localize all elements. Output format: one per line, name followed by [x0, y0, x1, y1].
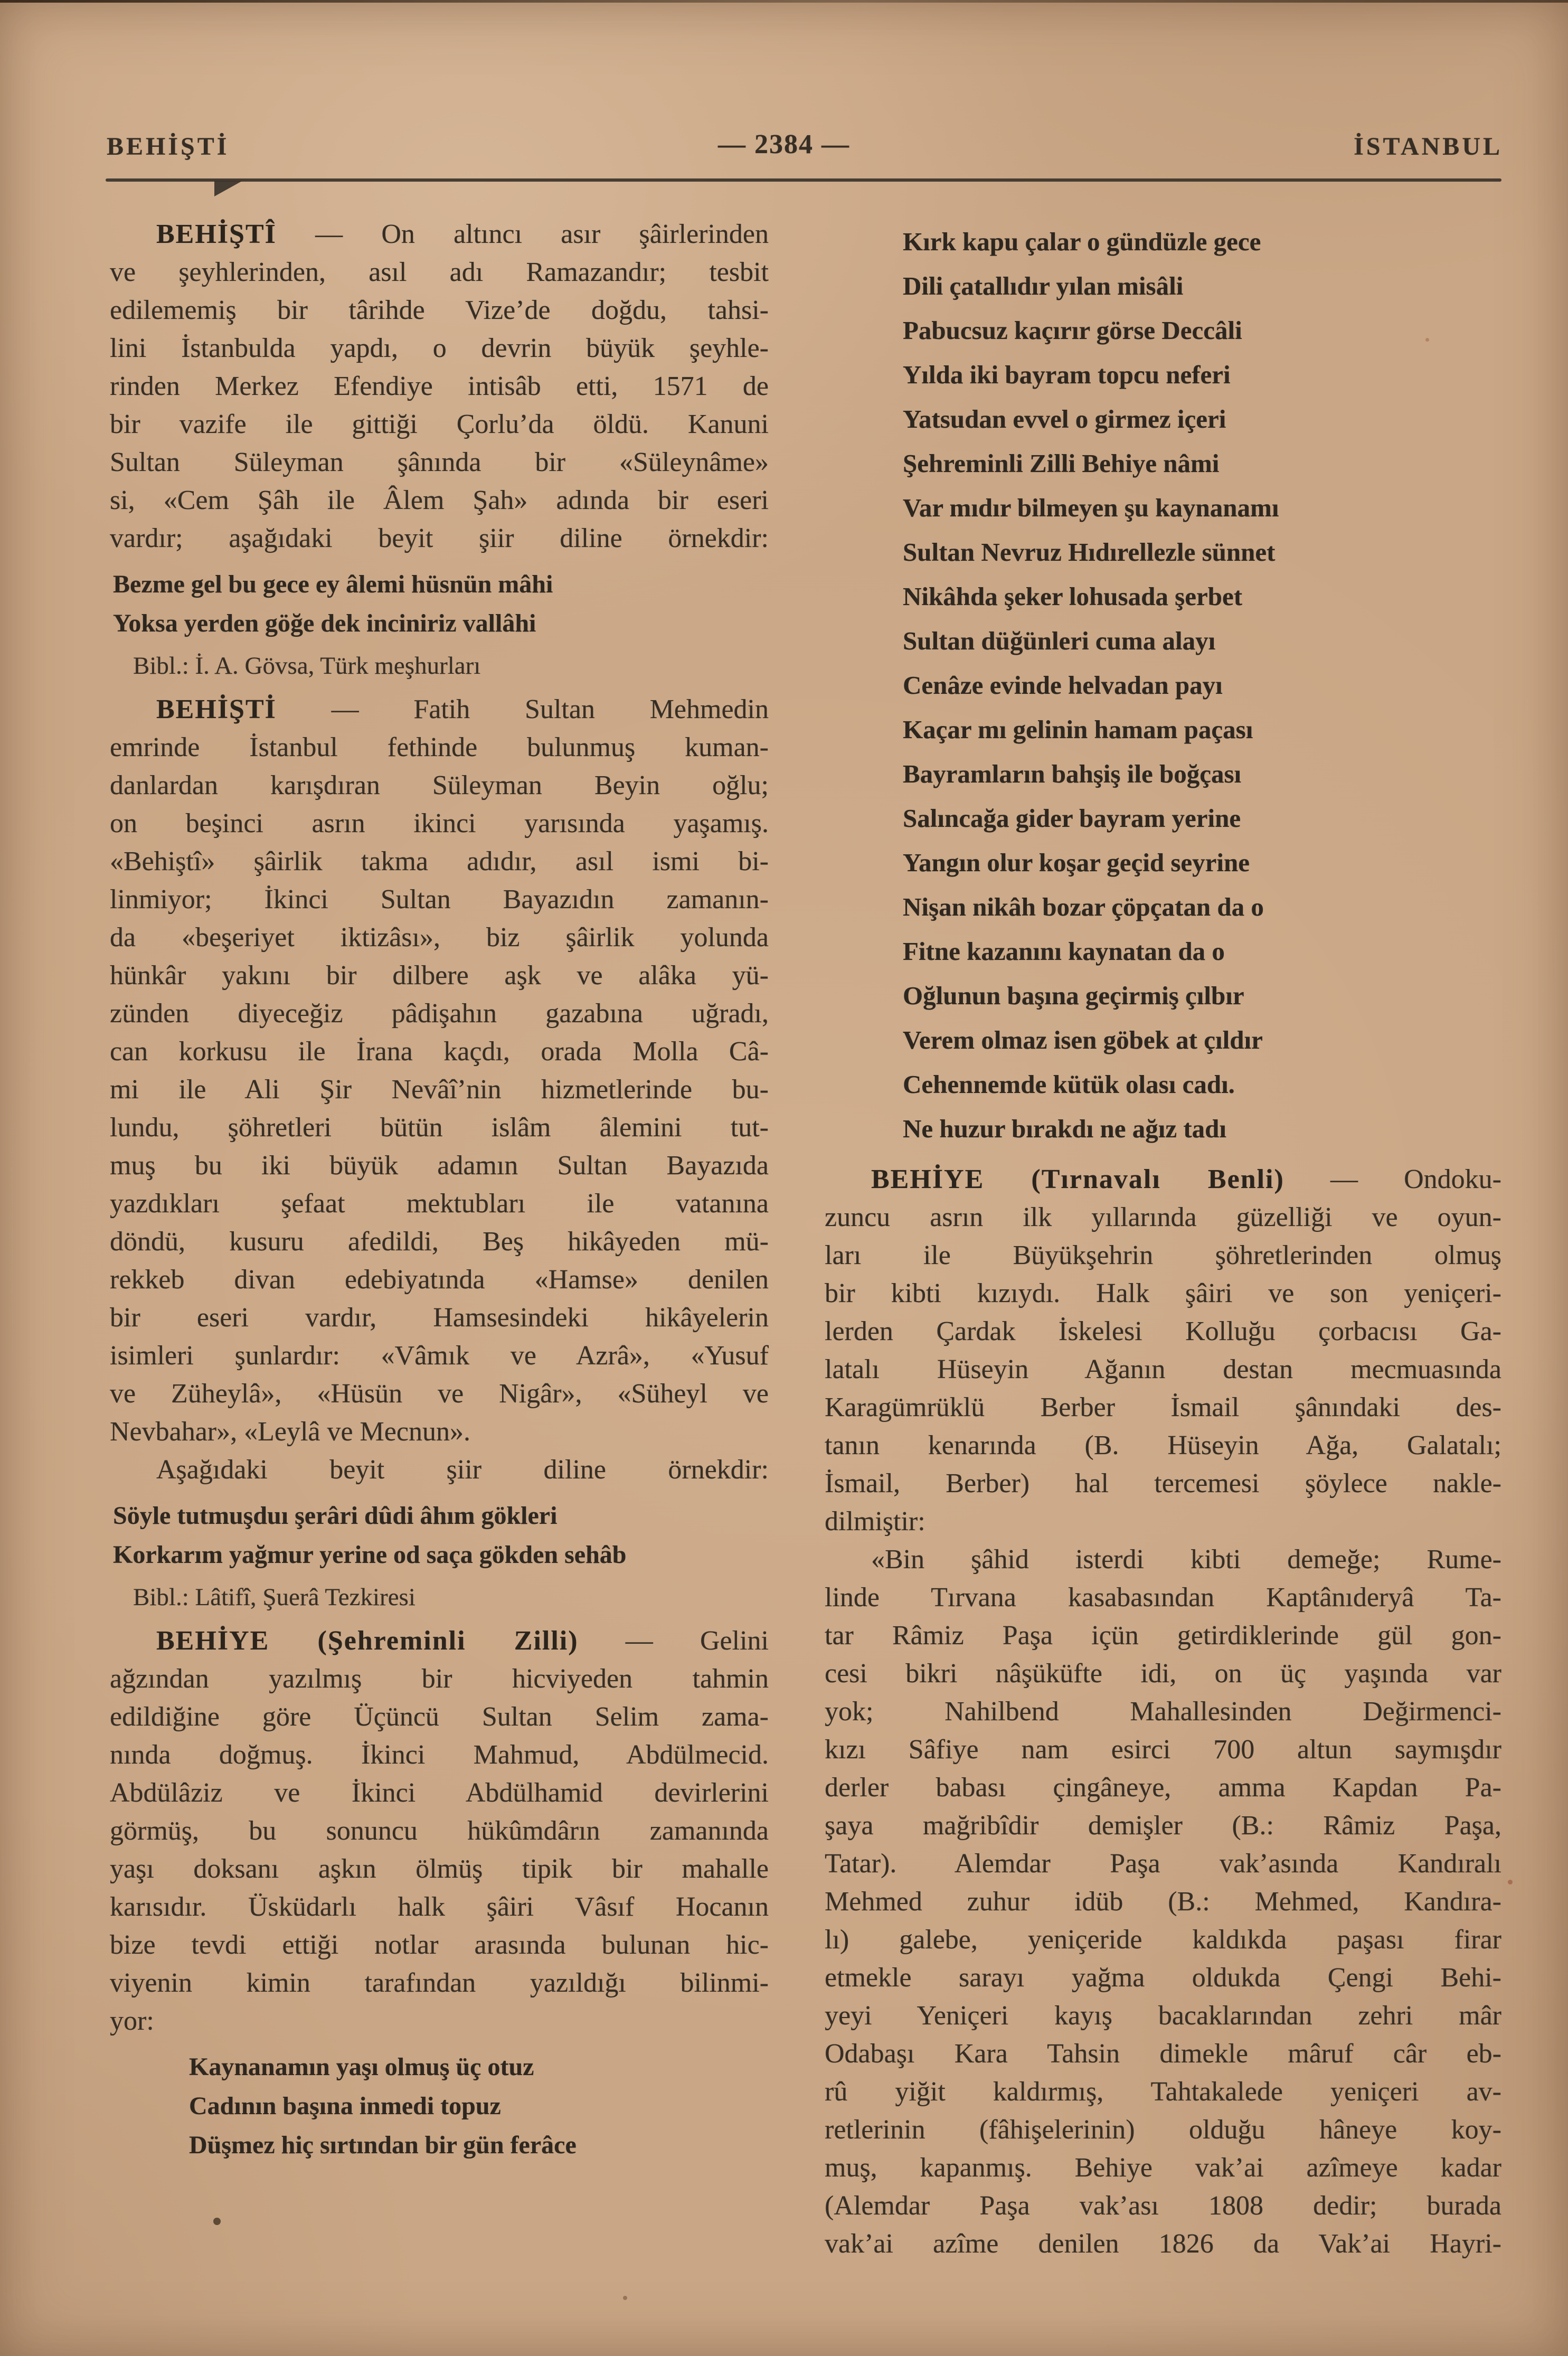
text-line: vak’ai azîme denilen 1826 da Vak’ai Hayri-: [825, 2229, 1501, 2259]
text-line: ve Züheylâ», «Hüsün ve Nigâr», «Süheyl ve: [110, 1379, 769, 1409]
text-line: kızı Sâfiye nam esirci 700 altun saymışdır: [825, 1735, 1501, 1765]
text-line: Sultan düğünleri cuma alayı: [903, 626, 1216, 655]
text-line: on beşinci asrın ikinci yarısında yaşamış.: [110, 808, 769, 838]
scan-speck: [213, 2218, 221, 2225]
text-line: bize tevdi ettiği notlar arasında bulunan hic-: [110, 1930, 769, 1960]
page-number: — 2384 —: [718, 129, 850, 159]
entry-headword: BEHİŞTİ: [156, 694, 277, 724]
text-line: yaşı doksanı aşkın ölmüş tipik bir mahalle: [110, 1854, 769, 1884]
right-column: [825, 215, 1501, 2263]
text-line: bir vazife ile gittiği Çorlu’da öldü. Kanuni: [110, 409, 769, 439]
header-rule: [106, 178, 1501, 182]
text-line: Bibl.: İ. A. Gövsa, Türk meşhurları: [133, 652, 481, 680]
text-line: tar Râmiz Paşa içün getirdiklerinde gül gon-: [825, 1620, 1501, 1651]
text-line: latalı Hüseyin Ağanın destan mecmuasında: [825, 1354, 1501, 1384]
text-line: Yatsudan evvel o girmez içeri: [903, 404, 1226, 433]
entry-headword: BEHİYE (Tırnavalı Benli): [871, 1164, 1284, 1194]
text-line: (Alemdar Paşa vak’ası 1808 dedir; burada: [825, 2191, 1501, 2221]
text-line: Cenâze evinde helvadan payı: [903, 671, 1223, 700]
text-line: Yoksa yerden göğe dek inciniriz vallâhi: [113, 609, 536, 637]
text-line: Odabaşı Kara Tahsin dimekle mâruf câr eb-: [825, 2039, 1501, 2069]
text-line: [825, 1161, 1501, 1199]
text-line: cesi bikri nâşüküfte idi, on üç yaşında var: [825, 1658, 1501, 1689]
text-line: Aşağıdaki beyit şiir diline örnekdir:: [156, 1455, 769, 1485]
text-line: mi ile Ali Şir Nevâî’nin hizmetlerinde bu-: [110, 1075, 769, 1105]
text-line: ağzından yazılmış bir hicviyeden tahmin: [110, 1664, 769, 1694]
text-line: Korkarım yağmur yerine od saça gökden sehâb: [113, 1541, 627, 1569]
text-line: nında doğmuş. İkinci Mahmud, Abdülmecid.: [110, 1740, 769, 1770]
text-line: Salıncağa gider bayram yerine: [903, 804, 1241, 833]
text-line: [110, 691, 769, 729]
text-line: Söyle tutmuşduı şerâri dûdi âhım gökleri: [113, 1502, 558, 1530]
text-line: karısıdır. Üsküdarlı halk şâiri Vâsıf Hocanın: [110, 1892, 769, 1922]
text-line: İsmail, Berber) hal tercemesi şöylece nakle-: [825, 1468, 1501, 1499]
entry-headword: BEHİŞTÎ: [156, 219, 277, 249]
text-run: — Gelini: [578, 1626, 769, 1656]
text-line: Cehennemde kütük olası cadı.: [903, 1070, 1235, 1099]
text-line: si, «Cem Şâh ile Âlem Şah» adında bir eseri: [110, 485, 769, 515]
text-line: Karagümrüklü Berber İsmail şânındaki des-: [825, 1392, 1501, 1422]
text-line: Kırk kapu çalar o gündüzle gece: [903, 227, 1261, 256]
entry-behiye-sehreminli: [110, 1622, 769, 2040]
text-line: yok; Nahilbend Mahallesinden Değirmenci-: [825, 1697, 1501, 1727]
text-line: Kaçar mı gelinin hamam paçası: [903, 715, 1253, 744]
text-line: şaya mağribîdir demişler (B.: Râmiz Paşa,: [825, 1811, 1501, 1841]
text-line: can korkusu ile İrana kaçdı, orada Molla Câ-: [110, 1036, 769, 1067]
text-line: Oğlunun başına geçirmiş çılbır: [903, 981, 1244, 1010]
text-line: ve şeyhlerinden, asıl adı Ramazandır; tesbit: [110, 257, 769, 287]
text-line: döndü, kusuru afedildi, Beş hikâyeden mü-: [110, 1227, 769, 1257]
text-line: muş, kapanmış. Behiye vak’ai azîmeye kadar: [825, 2153, 1501, 2183]
text-line: Tatar). Alemdar Paşa vak’asında Kandıralı: [825, 1849, 1501, 1879]
text-line: rinden Merkez Efendiye intisâb etti, 1571 de: [110, 371, 769, 401]
couplet-behisti-1: [113, 565, 769, 643]
text-line: Verem olmaz isen göbek at çıldır: [903, 1025, 1263, 1054]
left-column: [110, 215, 769, 2169]
text-line: [110, 1622, 769, 1660]
text-line: rekkeb divan edebiyatında «Hamse» denilen: [110, 1265, 769, 1295]
text-line: Bayramların bahşiş ile boğçası: [903, 759, 1242, 788]
text-line: muş bu iki büyük adamın Sultan Bayazıda: [110, 1151, 769, 1181]
text-line: lini İstanbulda yapdı, o devrin büyük şeyhle-: [110, 333, 769, 363]
text-line: görmüş, bu sonuncu hükûmdârın zamanında: [110, 1816, 769, 1846]
text-line: linde Tırvana kasabasından Kaptânıderyâ Ta-: [825, 1582, 1501, 1613]
couplet-behisti-2: [113, 1496, 769, 1575]
text-line: derler babası çingâneye, amma Kapdan Pa-: [825, 1773, 1501, 1803]
text-line: da «beşeriyet iktizâsı», biz şâirlik yolunda: [110, 922, 769, 953]
text-line: dilmiştir:: [825, 1506, 925, 1537]
text-line: bir kibti kızıydı. Halk şâiri ve son yeniçeri-: [825, 1278, 1501, 1308]
text-line: «Behiştî» şâirlik takma adıdır, asıl ismi bi-: [110, 846, 769, 877]
text-line: Yangın olur koşar geçid seyrine: [903, 848, 1250, 877]
entry-behisti-2: [110, 691, 769, 1451]
text-line: Sultan Nevruz Hıdırellezle sünnet: [903, 538, 1276, 567]
text-line: Abdülâziz ve İkinci Abdülhamid devirlerini: [110, 1778, 769, 1808]
text-line: Mehmed zuhur idüb (B.: Mehmed, Kandıra-: [825, 1887, 1501, 1917]
text-line: yeyi Yeniçeri kayış bacaklarından zehri mâr: [825, 2001, 1501, 2031]
text-line: [110, 215, 769, 253]
text-line: zünden diyeceğiz pâdişahın gazabına uğradı,: [110, 998, 769, 1029]
scan-speck: [623, 2296, 627, 2300]
text-line: Ne huzur bırakdı ne ağız tadı: [903, 1114, 1227, 1143]
quoted-biography: [825, 1541, 1501, 2263]
text-line: Bibl.: Lâtifî, Şuerâ Tezkiresi: [133, 1584, 415, 1611]
bibliography-latifi: [133, 1580, 769, 1615]
entry-behisti-1: [110, 215, 769, 558]
scan-top-edge: [0, 0, 1568, 3]
text-line: Nevbahar», «Leylâ ve Mecnun».: [110, 1417, 470, 1447]
text-line: Kaynanamın yaşı olmuş üç otuz: [189, 2053, 534, 2081]
text-line: Sultan Süleyman şânında bir «Süleynâme»: [110, 447, 769, 477]
text-run: — On altıncı asır şâirlerinden: [276, 219, 769, 249]
text-line: retlerinin (fâhişelerinin) olduğu hâneye koy-: [825, 2115, 1501, 2145]
text-line: Cadının başına inmedi topuz: [189, 2092, 501, 2120]
text-line: yor:: [110, 2006, 154, 2036]
text-line: lundu, şöhretleri bütün islâm âlemini tut-: [110, 1113, 769, 1143]
text-line: yazdıkları şefaat mektubları ile vatanına: [110, 1189, 769, 1219]
scan-speck: [1508, 1880, 1513, 1884]
lead-in-couplet: [110, 1451, 769, 1489]
text-line: Dili çatallıdır yılan misâli: [903, 271, 1184, 300]
text-line: lerden Çardak İskelesi Kolluğu çorbacısı Ga-: [825, 1316, 1501, 1346]
text-line: Fitne kazanını kaynatan da o: [903, 937, 1225, 966]
bibliography-govsa: [133, 648, 769, 683]
text-line: hünkâr yakını bir dilbere aşk ve alâka yü-: [110, 960, 769, 991]
text-line: Nişan nikâh bozar çöpçatan da o: [903, 892, 1264, 921]
text-run: — Fatih Sultan Mehmedin: [276, 694, 769, 724]
header-rule-ornament: [214, 181, 243, 196]
text-line: isimleri şunlardır: «Vâmık ve Azrâ», «Yusuf: [110, 1341, 769, 1371]
text-line: Yılda iki bayram topcu neferi: [903, 360, 1231, 389]
text-line: rû yiğit kaldırmış, Tahtakalede yeniçeri av-: [825, 2077, 1501, 2107]
text-line: Düşmez hiç sırtından bir gün ferâce: [189, 2131, 577, 2159]
text-line: «Bin şâhid isterdi kibti demeğe; Rume-: [871, 1544, 1501, 1575]
text-line: bir eseri vardır, Hamsesindeki hikâyelerin: [110, 1303, 769, 1333]
text-line: Bezme gel bu gece ey âlemi hüsnün mâhi: [113, 570, 553, 598]
text-line: linmiyor; İkinci Sultan Bayazıdın zamanın-: [110, 884, 769, 915]
text-line: tanın kenarında (B. Hüseyin Ağa, Galatalı;: [825, 1430, 1501, 1460]
hicviye-verses: [903, 220, 1501, 1151]
running-header-headword: BEHİŞTİ: [107, 133, 230, 161]
text-line: zuncu asrın ilk yıllarında güzelliği ve oyun-: [825, 1202, 1501, 1232]
text-line: lı) galebe, yeniçeride kaldıkda paşası firar: [825, 1925, 1501, 1955]
text-line: edilememiş bir târihde Vize’de doğdu, tahsi-: [110, 295, 769, 325]
text-line: emrinde İstanbul fethinde bulunmuş kuman-: [110, 732, 769, 762]
running-header-title: İSTANBUL: [1354, 133, 1503, 161]
text-run: — Ondoku-: [1284, 1164, 1501, 1194]
text-line: edildiğine göre Üçüncü Sultan Selim zama-: [110, 1702, 769, 1732]
text-line: etmekle sarayı yağma oldukda Çengi Behi-: [825, 1963, 1501, 1993]
text-line: Şehreminli Zilli Behiye nâmi: [903, 449, 1220, 478]
entry-headword: BEHİYE (Şehreminli Zilli): [156, 1626, 579, 1656]
text-line: Pabucsuz kaçırır görse Deccâli: [903, 316, 1242, 345]
text-line: vardır; aşağıdaki beyit şiir diline örnekdir:: [110, 523, 769, 553]
text-line: danlardan karışdıran Süleyman Beyin oğlu;: [110, 770, 769, 800]
text-line: ları ile Büyükşehrin şöhretlerinden olmuş: [825, 1240, 1501, 1270]
couplet-behiye-hicviye: [189, 2048, 769, 2165]
text-line: Nikâhda şeker lohusada şerbet: [903, 582, 1243, 611]
text-line: viyenin kimin tarafından yazıldığı bilinmi-: [110, 1968, 769, 1998]
entry-behiye-tirnavali: [825, 1161, 1501, 1541]
text-line: Var mıdır bilmeyen şu kaynanamı: [903, 493, 1279, 522]
